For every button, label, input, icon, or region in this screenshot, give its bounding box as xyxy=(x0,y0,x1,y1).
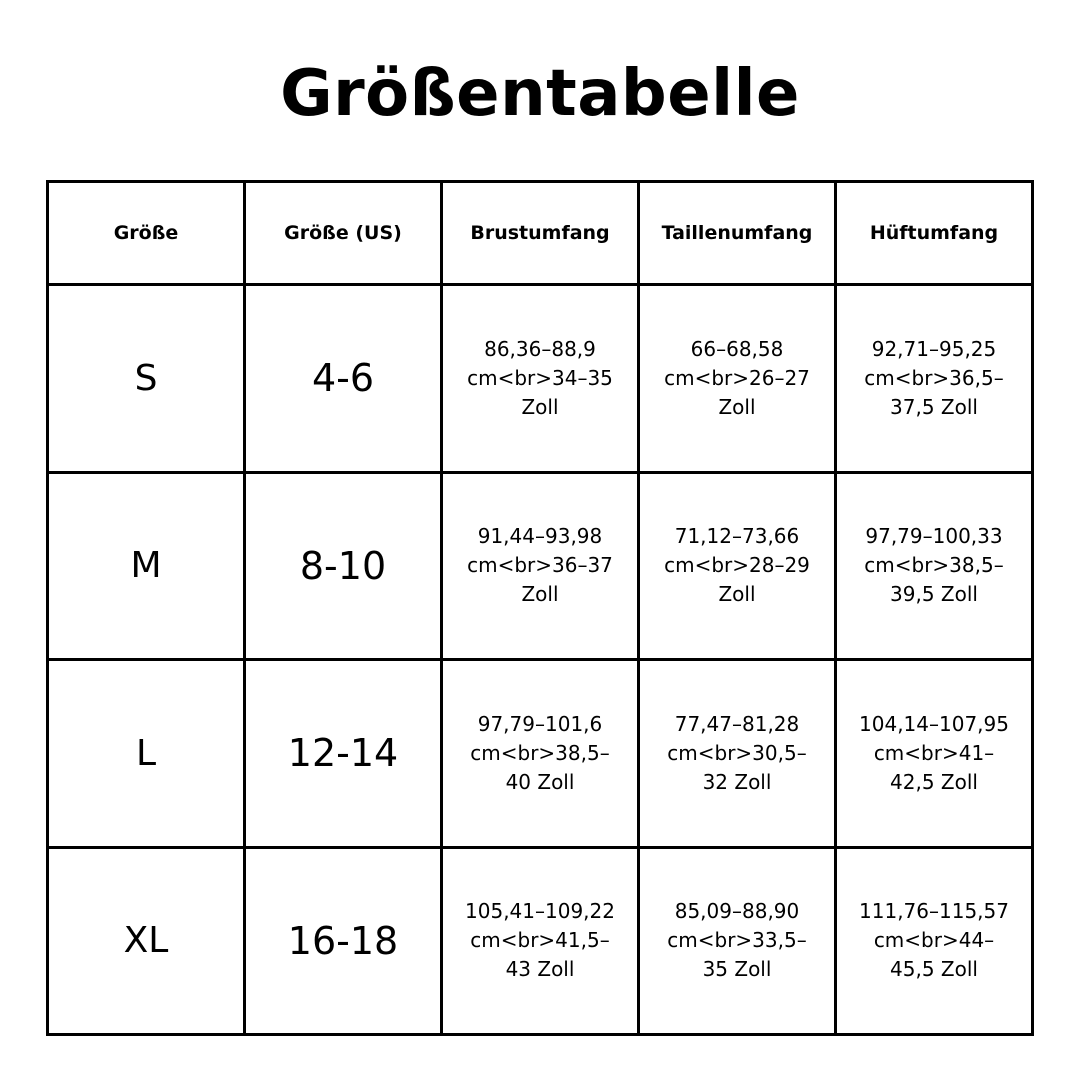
bust-cell xyxy=(442,285,639,473)
waist-line-1: 77,47–81,28 xyxy=(674,711,800,736)
bust-line-1: 91,44–93,98 xyxy=(477,524,603,549)
waist-line-2: cm<br>28–29 xyxy=(664,553,810,578)
hip-line-3: 37,5 Zoll xyxy=(890,394,978,419)
hip-line-2: cm<br>41– xyxy=(873,740,995,765)
size-us-cell: 12-14 xyxy=(245,660,442,848)
waist-cell xyxy=(639,847,836,1035)
bust-line-3: 43 Zoll xyxy=(505,957,575,982)
bust-line-3: Zoll xyxy=(521,394,559,419)
header-hip: Hüftumfang xyxy=(836,182,1033,285)
size-cell: M xyxy=(48,472,245,660)
waist-line-3: Zoll xyxy=(718,582,756,607)
hip-line-3: 39,5 Zoll xyxy=(890,582,978,607)
bust-line-3: Zoll xyxy=(521,582,559,607)
waist-cell xyxy=(639,660,836,848)
waist-line-2: cm<br>30,5– xyxy=(667,740,807,765)
bust-line-3: 40 Zoll xyxy=(505,769,575,794)
hip-line-3: 45,5 Zoll xyxy=(890,957,978,982)
size-us-cell: 16-18 xyxy=(245,847,442,1035)
bust-line-1: 105,41–109,22 xyxy=(465,899,615,924)
waist-line-2: cm<br>33,5– xyxy=(667,928,807,953)
hip-cell xyxy=(836,847,1033,1035)
bust-line-2: cm<br>41,5– xyxy=(470,928,610,953)
waist-line-2: cm<br>26–27 xyxy=(664,365,810,390)
bust-line-1: 97,79–101,6 xyxy=(477,711,603,736)
waist-line-1: 85,09–88,90 xyxy=(674,899,800,924)
table-row xyxy=(48,660,1033,848)
bust-cell xyxy=(442,660,639,848)
hip-line-1: 104,14–107,95 xyxy=(859,711,1009,736)
waist-line-3: Zoll xyxy=(718,394,756,419)
waist-line-3: 35 Zoll xyxy=(702,957,772,982)
waist-cell xyxy=(639,285,836,473)
hip-cell xyxy=(836,285,1033,473)
table-row xyxy=(48,472,1033,660)
table-row xyxy=(48,285,1033,473)
size-cell: XL xyxy=(48,847,245,1035)
page-title: Größentabelle xyxy=(280,57,800,131)
bust-line-1: 86,36–88,9 xyxy=(484,336,596,361)
bust-cell xyxy=(442,847,639,1035)
header-size: Größe xyxy=(48,182,245,285)
hip-line-2: cm<br>36,5– xyxy=(864,365,1004,390)
header-waist: Taillenumfang xyxy=(639,182,836,285)
bust-cell xyxy=(442,472,639,660)
waist-line-1: 71,12–73,66 xyxy=(674,524,800,549)
size-cell: L xyxy=(48,660,245,848)
bust-line-2: cm<br>38,5– xyxy=(470,740,610,765)
hip-line-1: 111,76–115,57 xyxy=(859,899,1009,924)
hip-line-3: 42,5 Zoll xyxy=(890,769,978,794)
waist-line-3: 32 Zoll xyxy=(702,769,772,794)
waist-line-1: 66–68,58 xyxy=(690,336,784,361)
hip-cell xyxy=(836,472,1033,660)
hip-line-2: cm<br>44– xyxy=(873,928,995,953)
hip-line-1: 92,71–95,25 xyxy=(871,336,997,361)
bust-line-2: cm<br>36–37 xyxy=(467,553,613,578)
hip-line-2: cm<br>38,5– xyxy=(864,553,1004,578)
header-size-us: Größe (US) xyxy=(245,182,442,285)
table-header-row xyxy=(48,182,1033,285)
size-us-cell: 4-6 xyxy=(245,285,442,473)
waist-cell xyxy=(639,472,836,660)
size-cell: S xyxy=(48,285,245,473)
bust-line-2: cm<br>34–35 xyxy=(467,365,613,390)
header-bust: Brustumfang xyxy=(442,182,639,285)
hip-line-1: 97,79–100,33 xyxy=(865,524,1003,549)
size-us-cell: 8-10 xyxy=(245,472,442,660)
size-chart-table xyxy=(46,180,1034,1036)
table-row xyxy=(48,847,1033,1035)
hip-cell xyxy=(836,660,1033,848)
